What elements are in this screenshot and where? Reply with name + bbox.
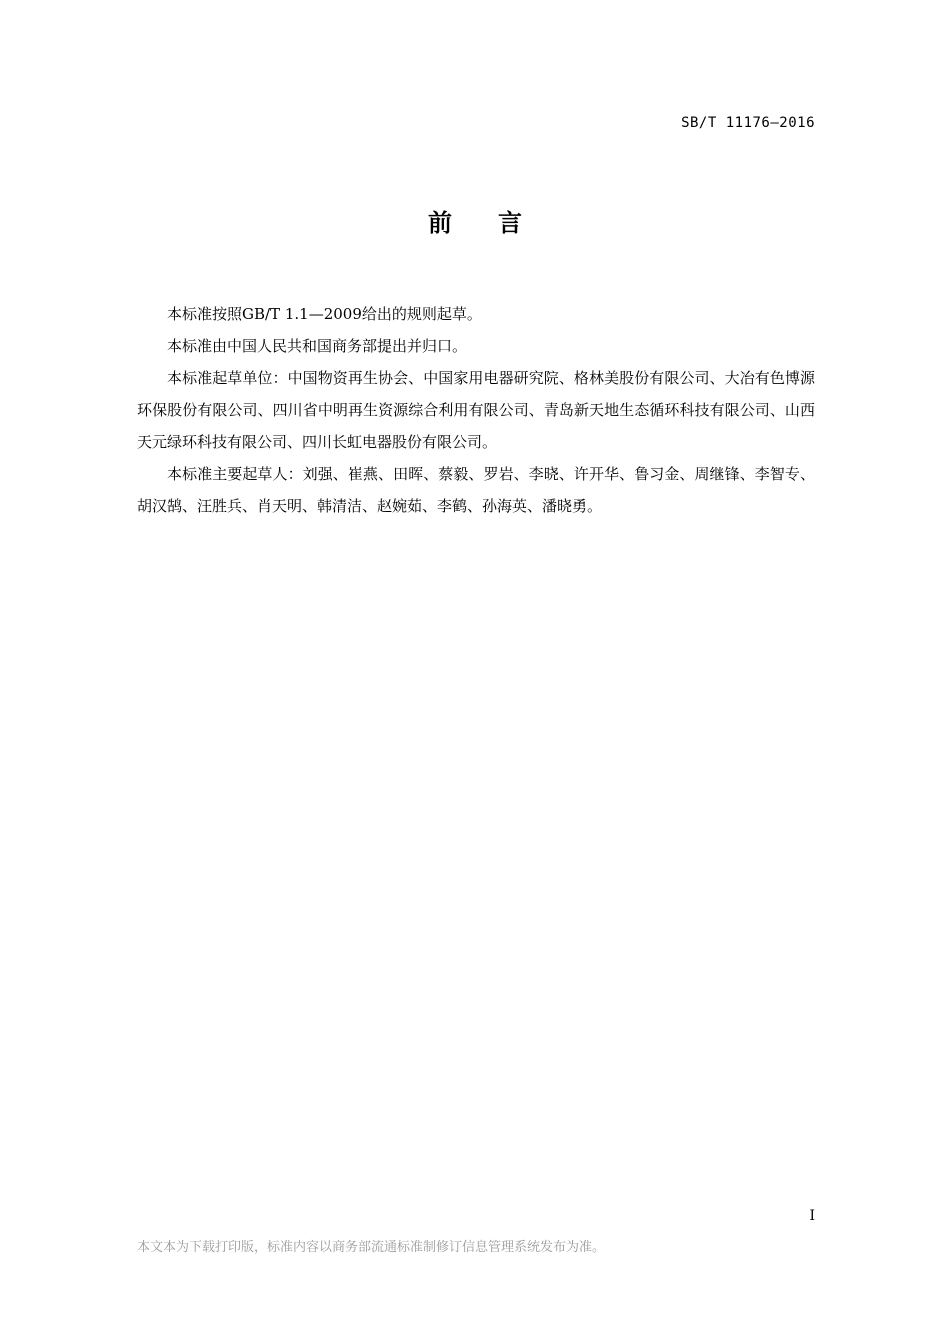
paragraph-drafters: 本标准主要起草人：刘强、崔燕、田晖、蔡毅、罗岩、李晓、许开华、鲁习金、周继锋、李智专、胡汉鹄、汪胜兵、肖天明、韩清洁、赵婉茹、李鹤、孙海英、潘晓勇。 — [137, 465, 815, 515]
page-title: 前言 — [428, 209, 568, 237]
paragraph-proposer: 本标准由中国人民共和国商务部提出并归口。 — [167, 337, 468, 355]
footer-note: 本文本为下载打印版，标准内容以商务部流通标准制修订信息管理系统发布为准。 — [137, 1240, 606, 1255]
standard-code: SB/T 11176—2016 — [681, 115, 815, 131]
paragraph-drafting-units: 本标准起草单位：中国物资再生协会、中国家用电器研究院、格林美股份有限公司、大冶有色博源环保股份有限公司、四川省中明再生资源综合利用有限公司、青岛新天地生态循环科技有限公司、山西天元绿环科技有限公司、四川长虹电器股份有限公司。 — [137, 369, 815, 451]
page-number: I — [809, 1208, 815, 1224]
foreword-body — [137, 298, 815, 522]
paragraph-drafting-rules: 本标准按照GB/T 1.1—2009给出的规则起草。 — [167, 305, 482, 323]
